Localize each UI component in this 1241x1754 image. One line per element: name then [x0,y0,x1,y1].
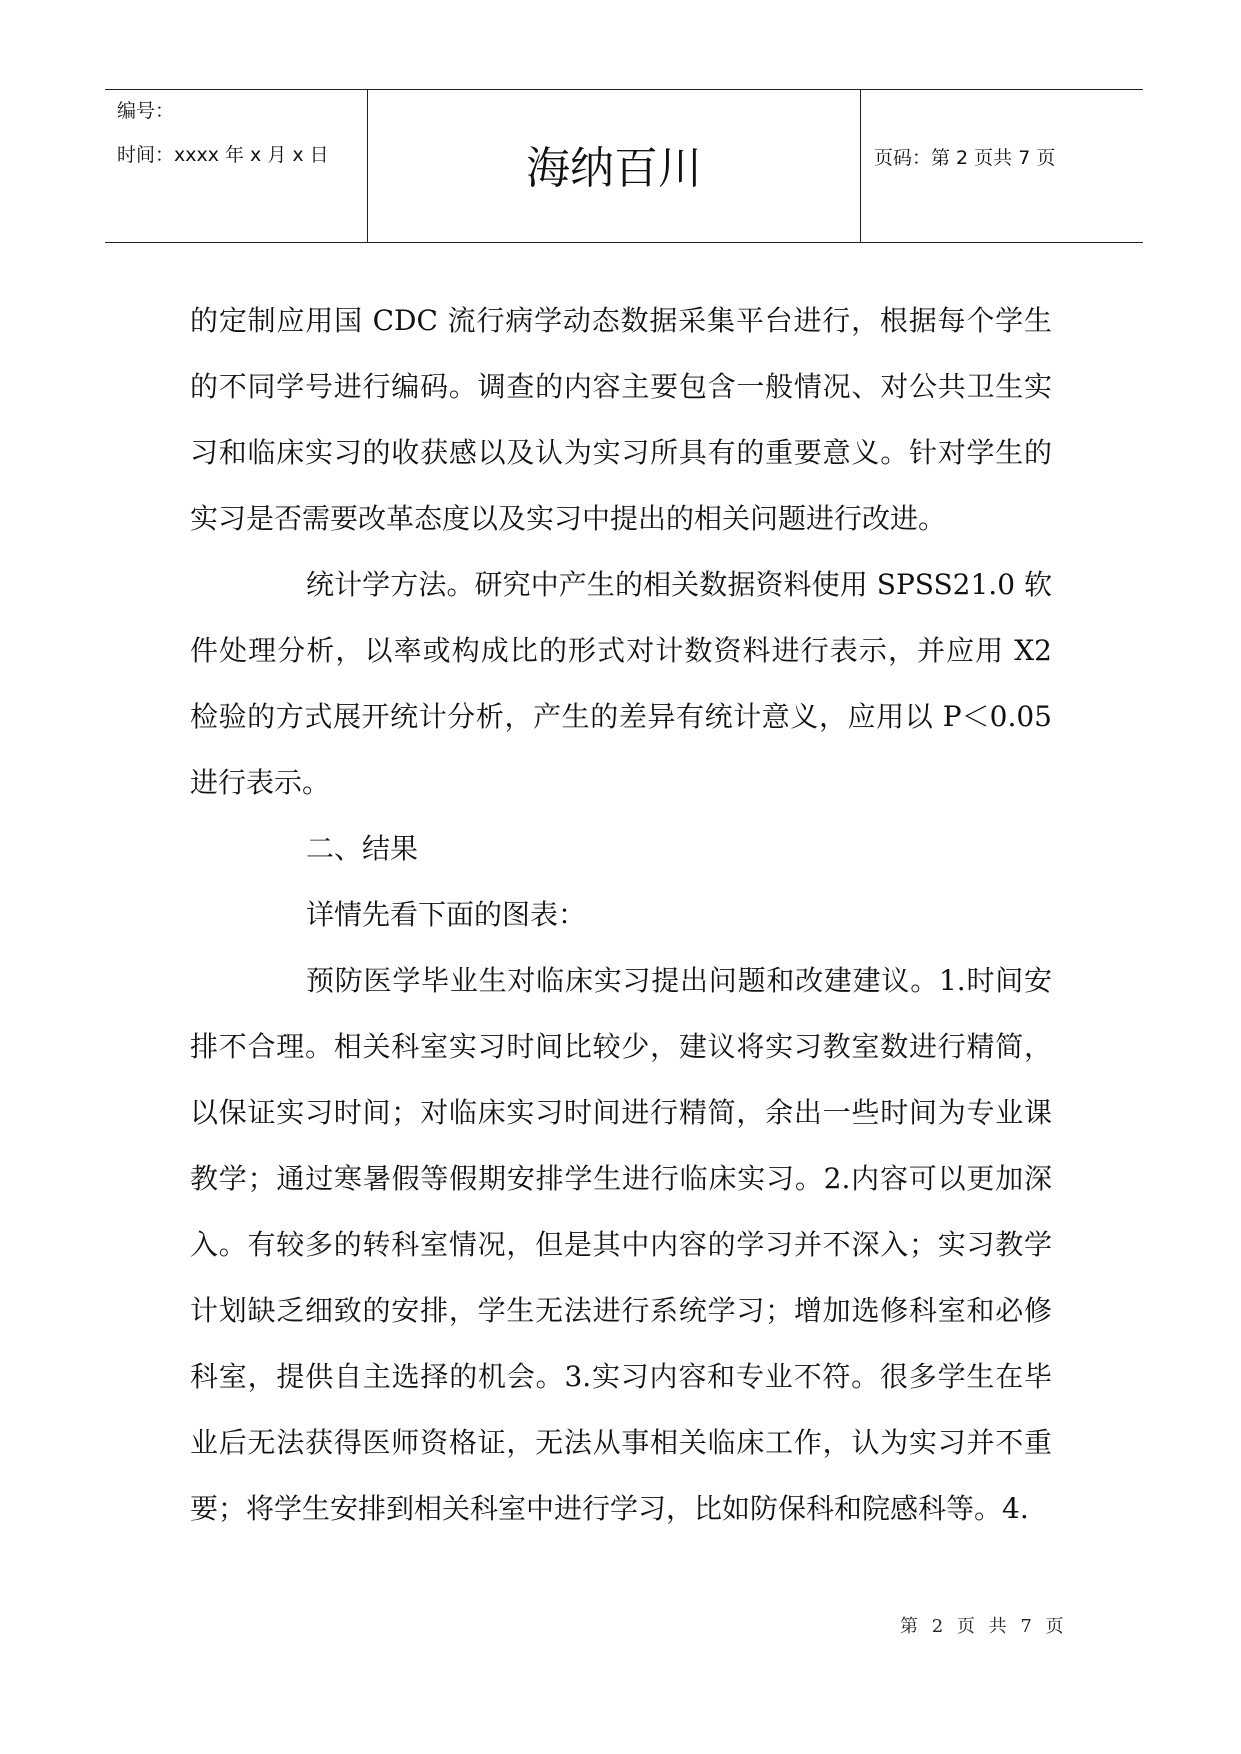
header-title-cell [368,90,861,242]
header-right-cell [862,90,1143,242]
page-footer: 第 2 页 共 7 页 [900,1616,1068,1637]
document-number-label: 编号： [117,100,175,122]
document-body [190,288,1052,1542]
document-title: 海纳百川 [526,143,702,194]
body-paragraph: 的定制应用国 CDC 流行病学动态数据采集平台进行，根据每个学生的不同学号进行编码。调查的内容主要包含一般情况、对公共卫生实习和临床实习的收获感以及认为实习所具有的重要意义。针对学生的实习是否需要改革态度以及实习中提出的相关问题进行改进。 [190,304,1052,535]
header-left-cell [105,90,368,242]
document-header [105,89,1143,243]
body-paragraph: 详情先看下面的图表： [306,898,587,931]
header-page-label: 页码：第 2 页共 7 页 [874,147,1056,169]
body-paragraph: 统计学方法。研究中产生的相关数据资料使用 SPSS21.0 软件处理分析，以率或构成比的形式对计数资料进行表示，并应用 X2 检验的方式展开统计分析，产生的差异有统计意义，应用以 P＜0.05 进行表示。 [190,568,1052,799]
section-heading: 二、结果 [306,832,419,865]
body-paragraph: 预防医学毕业生对临床实习提出问题和改建建议。1.时间安排不合理。相关科室实习时间比较少，建议将实习教室数进行精简，以保证实习时间；对临床实习时间进行精简，余出一些时间为专业课教学；通过寒暑假等假期安排学生进行临床实习。2.内容可以更加深入。有较多的转科室情况，但是其中内容的学习并不深入；实习教学计划缺乏细致的安排，学生无法进行系统学习；增加选修科室和必修科室，提供自主选择的机会。3.实习内容和专业不符。很多学生在毕业后无法获得医师资格证，无法从事相关临床工作，认为实习并不重要；将学生安排到相关科室中进行学习，比如防保科和院感科等。4. [190,964,1052,1525]
document-time-label: 时间：xxxx 年 x 月 x 日 [117,144,329,166]
